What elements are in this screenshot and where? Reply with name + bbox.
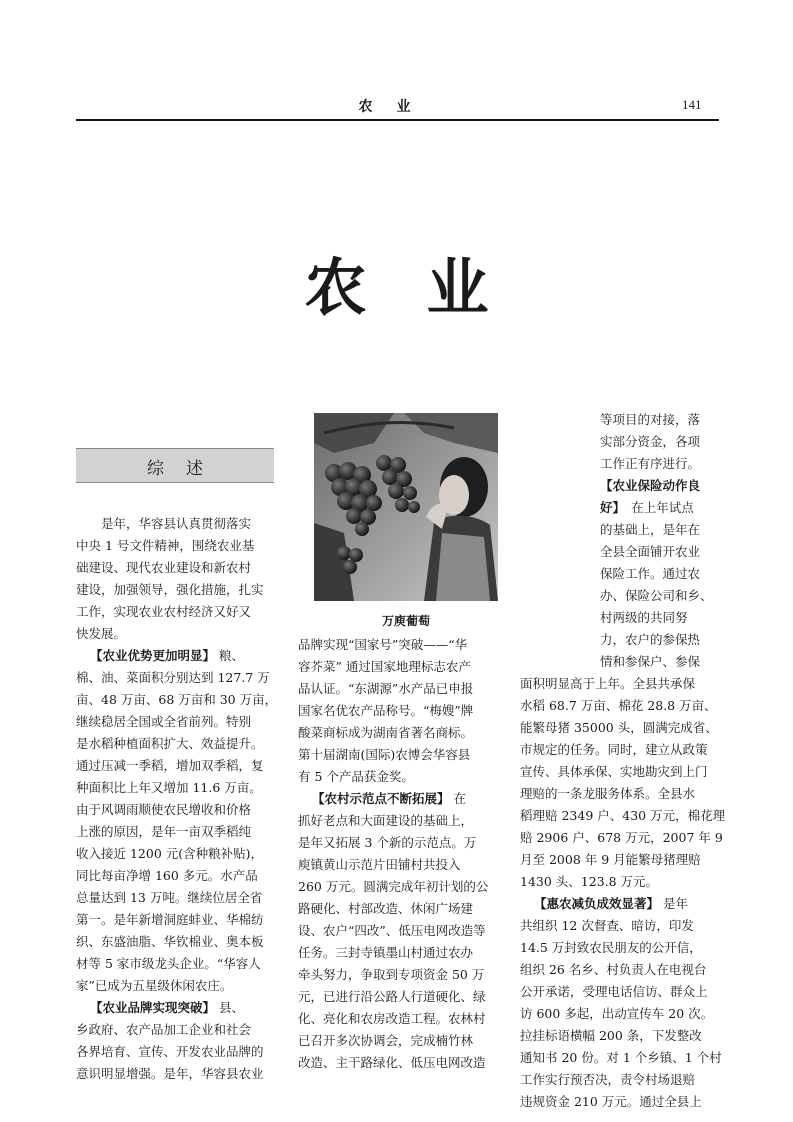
text-run: 在上年试点	[618, 500, 694, 515]
text-line: 工作，实现农业农村经济又好又	[76, 604, 252, 619]
text-run: 粮、	[219, 648, 245, 663]
text-line: 意识明显增强。是年，华容县农业	[76, 1066, 264, 1081]
text-line: 力，农户的参保热	[600, 632, 701, 647]
text-line: 织、东盛油脂、华钦棉业、奥本板	[76, 934, 264, 949]
text-line: 通过压减一季稻，增加双季稻，复	[76, 758, 264, 773]
text-line: 牵头努力，争取到专项资金 50 万	[298, 967, 485, 982]
text-line: 是年，华容县认真贯彻落实	[76, 516, 252, 531]
text-line: 家”已成为五星级休闲农庄。	[76, 978, 233, 993]
paragraph-heading: 好】	[600, 500, 619, 515]
text-line: 建设，加强领导，强化措施，扎实	[76, 582, 264, 597]
text-line: 访 600 多起，出动宣传车 20 次。	[520, 1006, 714, 1021]
text-line: 上涨的原因，是年一亩双季稻纯	[76, 824, 252, 839]
section-heading-box	[76, 448, 274, 483]
text-line: 是水稻种植面积扩大、效益提升。	[76, 736, 264, 751]
text-line: 面积明显高于上年。全县共承保	[520, 676, 696, 691]
text-line: 亩、48 万亩、68 万亩和 30 万亩，	[76, 692, 278, 707]
section-heading: 综述	[147, 459, 225, 479]
text-line: 第十届湖南(国际)农博会华容县	[298, 747, 471, 762]
text-run: 在	[453, 791, 467, 806]
text-line: 酸菜商标成为湖南省著名商标。	[298, 725, 474, 740]
text-line: 稻理赔 2349 户、430 万元，棉花理	[520, 808, 726, 823]
text-line: 化、亮化和农房改造工程。农林村	[298, 1011, 486, 1026]
text-line: 办、保险公司和乡、	[600, 588, 713, 603]
paragraph-heading-line	[312, 789, 466, 809]
text-line: 中央 1 号文件精神，围绕农业基	[76, 538, 255, 553]
text-line: 赔 2906 户、678 万元，2007 年 9	[520, 830, 723, 845]
grape-photo-image	[314, 413, 498, 601]
text-line: 元，已进行沿公路人行道硬化、绿	[298, 989, 486, 1004]
chapter-title: 农业	[304, 251, 549, 324]
text-line: 快发展。	[76, 626, 127, 641]
text-line: 共组织 12 次督查、暗访，印发	[520, 918, 694, 933]
text-line: 同比每亩净增 160 多元。水产品	[76, 868, 258, 883]
text-line: 第一。是年新增洞庭蚌业、华棉纺	[76, 912, 264, 927]
paragraph-heading-line	[600, 498, 694, 518]
text-run: 县、	[219, 1000, 245, 1015]
text-line: 已召开多次协调会，完成楠竹林	[298, 1033, 474, 1048]
text-line: 品牌实现“国家号”突破——“华	[298, 637, 468, 652]
paragraph-heading: 【农业优势更加明显】	[90, 648, 216, 663]
text-line: 棉、油、菜面积分别达到 127.7 万	[76, 670, 270, 685]
text-line: 庾镇黄山示范片田铺村共投入	[298, 857, 461, 872]
text-line: 理赔的一条龙服务体系。全县水	[520, 786, 696, 801]
text-line: 有 5 个产品获金奖。	[298, 769, 414, 784]
text-run: 是年	[663, 896, 689, 911]
text-line: 水稻 68.7 万亩、棉花 28.8 万亩、	[520, 698, 717, 713]
text-line: 改造、主干路绿化、低压电网改造	[298, 1055, 486, 1070]
text-line: 全县全面铺开农业	[600, 544, 701, 559]
text-line: 情和参保户、参保	[600, 654, 701, 669]
text-line: 容芥菜” 通过国家地理标志农产	[298, 659, 471, 674]
header-rule	[76, 119, 719, 121]
text-line: 等项目的对接，落	[600, 412, 701, 427]
text-line: 乡政府、农产品加工企业和社会	[76, 1022, 252, 1037]
text-line: 础建设、现代农业建设和新农村	[76, 560, 252, 575]
text-line: 各界培育、宣传、开发农业品牌的	[76, 1044, 264, 1059]
paragraph-heading: 【惠农减负成效显著】	[534, 896, 660, 911]
text-line: 拉挂标语横幅 200 条，下发整改	[520, 1028, 702, 1043]
text-line: 14.5 万封致农民朋友的公开信，	[520, 940, 702, 955]
text-line: 品认证。“东湖源”水产品已申报	[298, 681, 474, 696]
paragraph-heading-line	[534, 894, 688, 914]
text-line: 由于风调雨顺使农民增收和价格	[76, 802, 252, 817]
paragraph-heading-line	[90, 646, 244, 666]
running-header	[0, 0, 793, 125]
text-line: 总量达到 13 万吨。继续位居全省	[76, 890, 263, 905]
text-line: 抓好老点和大面建设的基础上，	[298, 813, 474, 828]
text-line: 1430 头、123.8 万元。	[520, 874, 659, 889]
paragraph-heading: 【农村示范点不断拓展】	[312, 791, 450, 806]
text-line: 村两级的共同努	[600, 610, 688, 625]
page-number: 141	[682, 97, 702, 112]
text-line: 宣传、具体承保、实地勘灾到上门	[520, 764, 708, 779]
paragraph-heading: 【农业保险动作良	[600, 478, 701, 493]
text-line: 材等 5 家市级龙头企业。“华容人	[76, 956, 261, 971]
photo-caption: 万庾葡萄	[381, 614, 430, 628]
text-line: 保险工作。通过农	[600, 566, 701, 581]
text-line: 通知书 20 份。对 1 个乡镇、1 个村	[520, 1050, 722, 1065]
text-line: 组织 26 名乡、村负责人在电视台	[520, 962, 707, 977]
paragraph-heading: 【农业品牌实现突破】	[90, 1000, 216, 1015]
text-line: 是年又拓展 3 个新的示范点。万	[298, 835, 477, 850]
paragraph-heading-line	[600, 476, 700, 496]
text-line: 收入接近 1200 元(含种粮补贴)，	[76, 846, 264, 861]
text-line: 260 万元。圆满完成年初计划的公	[298, 879, 489, 894]
text-line: 实部分资金，各项	[600, 434, 701, 449]
paragraph-heading-line	[90, 998, 244, 1018]
grape-photo	[314, 413, 498, 601]
text-line: 工作实行预否决，责令村场退赔	[520, 1072, 696, 1087]
text-line: 路硬化、村部改造、休闲广场建	[298, 901, 474, 916]
text-line: 国家名优农产品称号。“梅嫂”牌	[298, 703, 474, 718]
text-line: 继续稳居全国或全省前列。特别	[76, 714, 252, 729]
text-line: 公开承诺，受理电话信访、群众上	[520, 984, 708, 999]
running-header-title: 农业	[358, 99, 435, 115]
text-line: 的基础上，是年在	[600, 522, 701, 537]
text-line: 违规资金 210 万元。通过全县上	[520, 1094, 702, 1109]
text-line: 设、农户“四改”、低压电网改造等	[298, 923, 486, 938]
text-line: 能繁母猪 35000 头，圆满完成省、	[520, 720, 718, 735]
text-line: 工作正有序进行。	[600, 456, 701, 471]
text-line: 种面积比上年又增加 11.6 万亩。	[76, 780, 262, 795]
text-line: 月至 2008 年 9 月能繁母猪理赔	[520, 852, 701, 867]
text-line: 市规定的任务。同时，建立从政策	[520, 742, 708, 757]
text-line: 任务。三封寺镇墨山村通过农办	[298, 945, 474, 960]
